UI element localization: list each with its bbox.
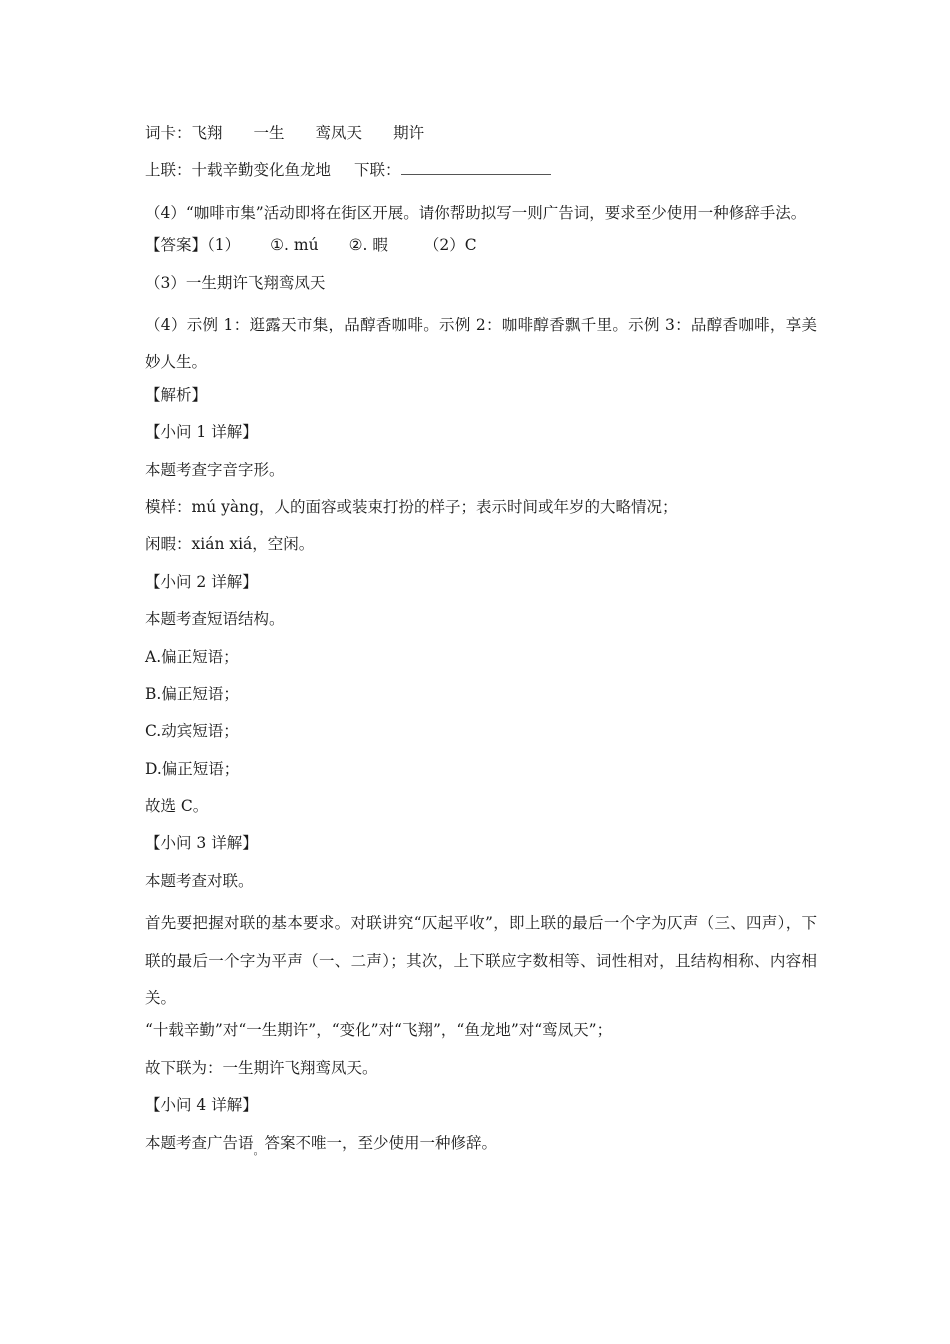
section-heading: 【小问 3 详解】: [145, 834, 258, 853]
section-line: A.偏正短语；: [145, 647, 239, 666]
section-line: B.偏正短语；: [145, 684, 239, 703]
couplet-lower-label: 下联：: [354, 161, 401, 180]
section-line: D.偏正短语；: [145, 759, 240, 778]
word-card-word: 一生: [253, 124, 285, 142]
section-heading: 【小问 2 详解】: [145, 572, 258, 591]
section-line-text: 答案不唯一，至少使用一种修辞。: [264, 1133, 498, 1152]
couplet-upper-label: 上联：: [145, 161, 192, 180]
analysis-label: 【解析】: [145, 385, 208, 404]
word-card-word: 鸾凤天: [315, 124, 363, 142]
section-line: 故选 C。: [145, 797, 209, 816]
section-heading: 【小问 4 详解】: [145, 1096, 258, 1115]
answer-q3: （3）一生期许飞翔鸾凤天: [145, 273, 326, 292]
section-line: 模样：mú yàng，人的面容或装束打扮的样子；表示时间或年岁的大略情况；: [145, 497, 678, 516]
answer-q1-a: ①. mú: [270, 236, 319, 255]
word-card-word: 期许: [393, 124, 425, 142]
answer-label: 【答案】: [145, 236, 208, 255]
word-card-label: 词卡：: [145, 124, 192, 142]
section-line: “十载辛勤”对“一生期许”，“变化”对“飞翔”，“鱼龙地”对“鸾凤天”；: [145, 1021, 613, 1040]
section-line: 故下联为：一生期许飞翔鸾凤天。: [145, 1058, 378, 1077]
answer-q1-line: [145, 232, 817, 269]
section-paragraph: 首先要把握对联的基本要求。对联讲究“仄起平收”，即上联的最后一个字为仄声（三、四声），下联的最后一个字为平声（一、二声）；其次，上下联应字数相等、词性相对，且结构相称、内容相关。: [145, 914, 817, 1008]
section-heading: 【小问 1 详解】: [145, 423, 258, 442]
section-line: 本题考查短语结构。: [145, 610, 285, 629]
answer-q1-num: （1）: [207, 236, 241, 255]
section-line: 本题考查字音字形。: [145, 460, 285, 479]
section-line: C.动宾短语；: [145, 722, 239, 741]
section-line-text: 本题考查广告语: [145, 1133, 254, 1152]
section-line: 闲暇：xián xiá，空闲。: [145, 535, 315, 554]
word-card-word: 飞翔: [191, 124, 223, 142]
section-line: 本题考查对联。: [145, 871, 254, 890]
document-page: [145, 120, 817, 1167]
couplet-lower-blank: [401, 160, 551, 175]
section-line-mark: 。: [253, 1143, 265, 1157]
question-4: （4）“咖啡市集”活动即将在街区开展。请你帮助拟写一则广告词，要求至少使用一种修辞手法。: [145, 203, 807, 222]
answer-q1-b: ②. 暇: [348, 236, 388, 255]
couplet-upper-text: 十载辛勤变化鱼龙地: [191, 161, 332, 180]
word-card-line: [145, 120, 817, 157]
answer-q2: （2）C: [423, 236, 477, 255]
couplet-line: [145, 157, 817, 194]
section-line: [145, 1130, 817, 1167]
answer-q4: （4）示例 1：逛露天市集，品醇香咖啡。示例 2：咖啡醇香飘千里。示例 3：品醇香咖啡，享美妙人生。: [145, 315, 817, 372]
